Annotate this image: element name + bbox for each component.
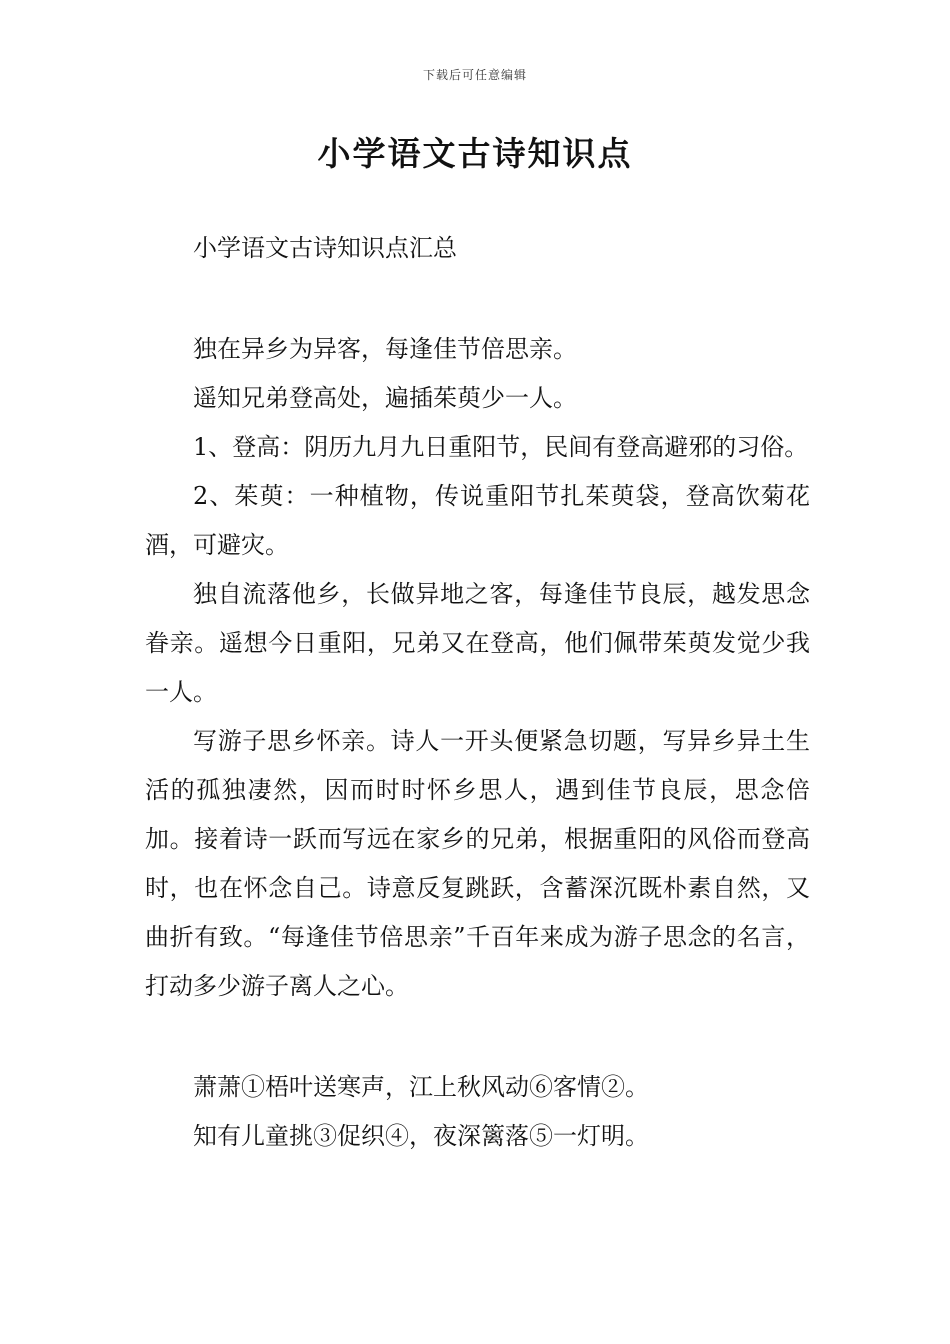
- poem-line: 知有儿童挑③促织④，夜深篱落⑤一灯明。: [193, 1122, 649, 1150]
- spacer: [145, 1011, 810, 1063]
- document-title: 小学语文古诗知识点: [317, 134, 633, 173]
- poem-line: 萧萧①梧叶送寒声，江上秋风动⑥客情②。: [193, 1073, 649, 1101]
- annotation-paragraph: 2、茱萸：一种植物，传说重阳节扎茱萸袋，登高饮菊花酒，可避灾。: [145, 482, 810, 559]
- poem-line: 遥知兄弟登高处，遍插茱萸少一人。: [193, 384, 577, 412]
- translation-paragraph: 独自流落他乡，长做异地之客，每逢佳节良辰，越发思念眷亲。遥想今日重阳，兄弟又在登高，他们佩带茱萸发觉少我一人。: [145, 580, 810, 706]
- appreciation-paragraph: 写游子思乡怀亲。诗人一开头便紧急切题，写异乡异土生活的孤独凄然，因而时时怀乡思人，遇到佳节良辰，思念倍加。接着诗一跃而写远在家乡的兄弟，根据重阳的风俗而登高时，也在怀念自己。诗意反复跳跃，含蓄深沉既朴素自然，又曲折有致。“每逢佳节倍思亲”千百年来成为游子思念的名言，打动多少游子离人之心。: [145, 727, 810, 1000]
- subtitle: 小学语文古诗知识点汇总: [193, 234, 457, 262]
- spacer: [145, 273, 810, 325]
- poem-line: 独在异乡为异客，每逢佳节倍思亲。: [193, 335, 577, 363]
- header-note: 下载后可任意编辑: [422, 68, 527, 82]
- annotation-paragraph: 1、登高：阴历九月九日重阳节，民间有登高避邪的习俗。: [193, 433, 809, 461]
- document-body: [145, 224, 810, 1161]
